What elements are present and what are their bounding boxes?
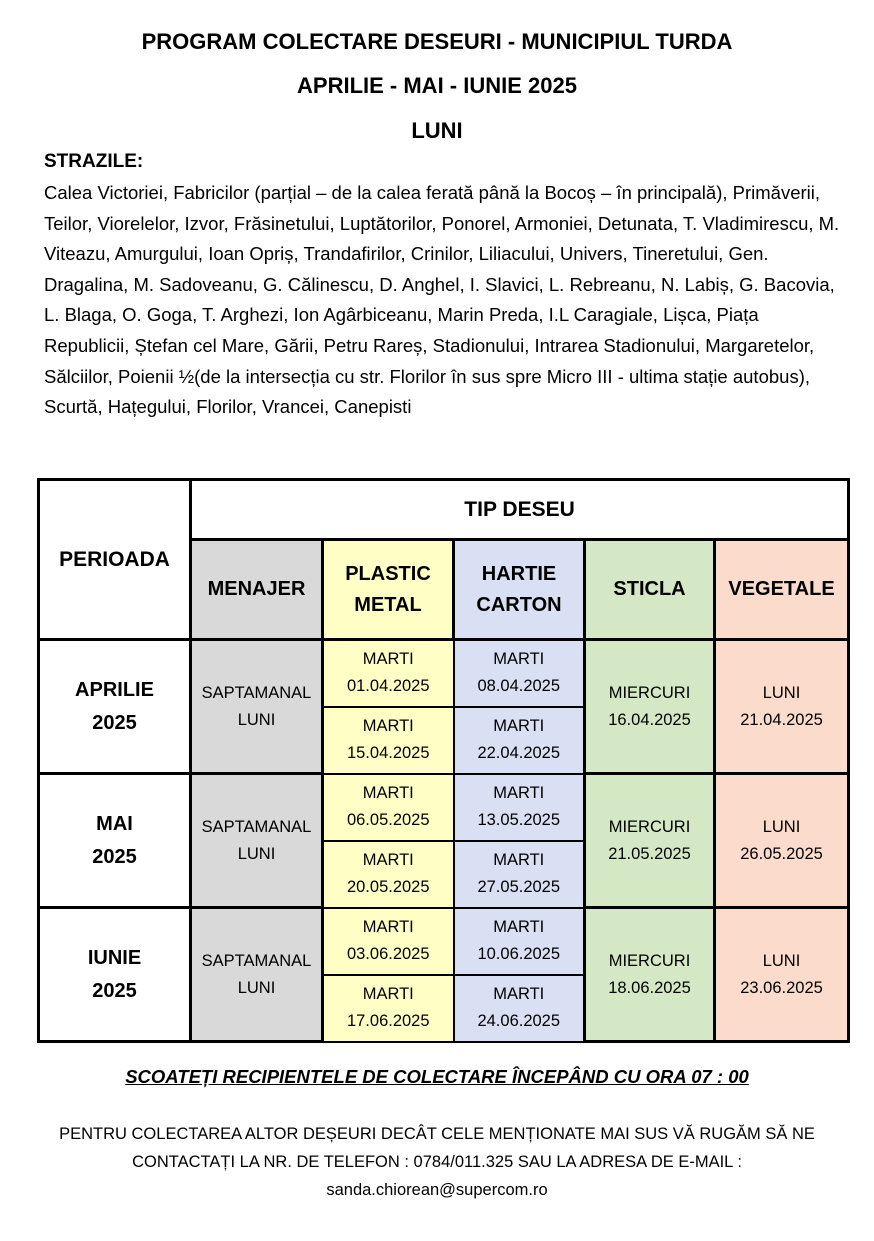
sticla-day: MIERCURI (608, 683, 691, 702)
plastic-date-cell (323, 975, 454, 1042)
vegetale-date-cell (715, 908, 849, 1042)
col-header-plastic-label: PLASTIC (345, 562, 431, 585)
document-title: PROGRAM COLECTARE DESEURI - MUNICIPIUL TURDA (141, 29, 733, 54)
col-header-menajer (191, 540, 323, 640)
col-header-sticla (585, 540, 715, 640)
hartie-date-cell (454, 975, 585, 1042)
plastic-date: 06.05.2025 (346, 811, 430, 829)
vegetale-day: LUNI (762, 951, 801, 970)
hartie-date: 13.05.2025 (477, 811, 561, 829)
hartie-date: 22.04.2025 (477, 744, 561, 762)
plastic-date: 20.05.2025 (346, 878, 430, 896)
menajer-day: LUNI (237, 978, 276, 997)
plastic-date: 03.06.2025 (346, 945, 430, 963)
hartie-date: 24.06.2025 (477, 1012, 561, 1030)
streets-list: Calea Victoriei, Fabricilor (parțial – de la calea ferată până la Bocoș – în principală), Primăverii, Teilor, Viorelelor, Izvor, Frăsinetului, Luptătorilor, Ponorel, Armoniei, Detunata, T. Vladimirescu, M. Viteazu, Amurgului, Ioan Opriș, Trandafirilor, Crinilor, Liliacului, Univers, Tineretului, Gen. Dragalina, M. Sadoveanu, G. Călinescu, D. Anghel, I. Slavici, L. Rebreanu, N. Labiș, G. Bacovia, L. Blaga, O. Goga, T. Arghezi, Ion Agârbiceanu, Marin Preda, I.L Caragiale, Lișca, Piața Republicii, Ștefan cel Mare, Gării, Petru Rareș, Stadionului, Intrarea Stadionului, Margaretelor, Sălciilor, Poienii ½(de la intersecția cu str. Florilor în sus spre Micro III - ultima stație autobus), Scurtă, Hațegului, Florilor, Vrancei, Canepisti (44, 182, 840, 418)
plastic-date-cell (323, 841, 454, 908)
sticla-date-cell (585, 640, 715, 774)
menajer-cell (191, 774, 323, 908)
hartie-day: MARTI (493, 784, 545, 802)
col-header-sticla-label: STICLA (613, 578, 686, 600)
contact-info (40, 1120, 834, 1204)
col-header-metal-label: METAL (354, 593, 422, 616)
plastic-date-cell (323, 707, 454, 774)
hartie-day: MARTI (493, 650, 545, 669)
collection-day: LUNI (411, 118, 463, 143)
sticla-day: MIERCURI (608, 951, 691, 970)
plastic-day: MARTI (362, 784, 414, 802)
plastic-date: 17.06.2025 (346, 1012, 430, 1030)
menajer-cell (191, 640, 323, 774)
hartie-day: MARTI (493, 918, 545, 936)
hartie-day: MARTI (493, 717, 545, 735)
contact-line: CONTACTAȚI LA NR. DE TELEFON : 0784/011.325 SAU LA ADRESA DE E-MAIL : (132, 1153, 742, 1171)
vegetale-date-cell (715, 640, 849, 774)
menajer-day: LUNI (237, 844, 276, 863)
menajer-day: LUNI (237, 710, 276, 729)
col-header-plastic-metal (323, 540, 454, 640)
vegetale-date-cell (715, 774, 849, 908)
sticla-date-cell (585, 908, 715, 1042)
month-row-may (39, 774, 849, 841)
menajer-frequency: SAPTAMANAL (201, 817, 312, 836)
collection-time-notice: SCOATEȚI RECIPIENTELE DE COLECTARE ÎNCEPÂND CU ORA 07 : 00 (125, 1066, 749, 1087)
col-header-vegetale-label: VEGETALE (728, 578, 835, 600)
contact-email[interactable]: sanda.chiorean@supercom.ro (326, 1181, 548, 1199)
sticla-date-cell (585, 774, 715, 908)
sticla-date: 21.05.2025 (608, 844, 691, 863)
vegetale-date: 26.05.2025 (740, 844, 823, 863)
hartie-day: MARTI (493, 851, 545, 869)
hartie-date-cell (454, 908, 585, 975)
sticla-day: MIERCURI (608, 817, 691, 836)
col-header-hartie-carton (454, 540, 585, 640)
contact-line: PENTRU COLECTAREA ALTOR DEȘEURI DECÂT CELE MENȚIONATE MAI SUS VĂ RUGĂM SĂ NE (59, 1125, 815, 1143)
month-year: 2025 (92, 711, 137, 734)
col-header-vegetale (715, 540, 849, 640)
plastic-day: MARTI (362, 851, 414, 869)
month-name: APRILIE (75, 678, 154, 701)
document-period: APRILIE - MAI - IUNIE 2025 (297, 73, 577, 98)
hartie-day: MARTI (493, 985, 545, 1003)
vegetale-date: 21.04.2025 (740, 710, 823, 729)
month-name: MAI (96, 812, 133, 835)
vegetale-day: LUNI (762, 817, 801, 836)
menajer-frequency: SAPTAMANAL (201, 951, 312, 970)
sticla-date: 16.04.2025 (608, 710, 691, 729)
plastic-day: MARTI (362, 918, 414, 936)
month-year: 2025 (92, 845, 137, 868)
plastic-date-cell (323, 908, 454, 975)
plastic-day: MARTI (362, 985, 414, 1003)
hartie-date-cell (454, 707, 585, 774)
month-cell (39, 774, 191, 908)
plastic-date: 15.04.2025 (346, 744, 430, 762)
hartie-date-cell (454, 640, 585, 707)
sticla-date: 18.06.2025 (608, 978, 691, 997)
month-year: 2025 (92, 979, 137, 1002)
hartie-date-cell (454, 841, 585, 908)
schedule-table (37, 478, 850, 1043)
hartie-date-cell (454, 774, 585, 841)
streets-label: STRAZILE: (44, 151, 144, 172)
hartie-date: 10.06.2025 (477, 945, 561, 963)
plastic-date-cell (323, 774, 454, 841)
month-name: IUNIE (87, 946, 142, 969)
plastic-day: MARTI (362, 650, 414, 669)
hartie-date: 27.05.2025 (477, 878, 561, 896)
vegetale-date: 23.06.2025 (740, 978, 823, 997)
hartie-date: 08.04.2025 (477, 677, 561, 696)
col-header-carton-label: CARTON (476, 593, 562, 616)
menajer-cell (191, 908, 323, 1042)
month-row-june (39, 908, 849, 975)
plastic-date: 01.04.2025 (346, 677, 430, 696)
month-row-april (39, 640, 849, 707)
waste-type-header: TIP DESEU (191, 480, 849, 540)
month-cell (39, 640, 191, 774)
period-header: PERIOADA (39, 480, 191, 640)
plastic-date-cell (323, 640, 454, 707)
plastic-day: MARTI (362, 717, 414, 735)
col-header-hartie-label: HARTIE (481, 562, 557, 585)
vegetale-day: LUNI (762, 683, 801, 702)
month-cell (39, 908, 191, 1042)
menajer-frequency: SAPTAMANAL (201, 683, 312, 702)
col-header-menajer-label: MENAJER (207, 578, 306, 600)
